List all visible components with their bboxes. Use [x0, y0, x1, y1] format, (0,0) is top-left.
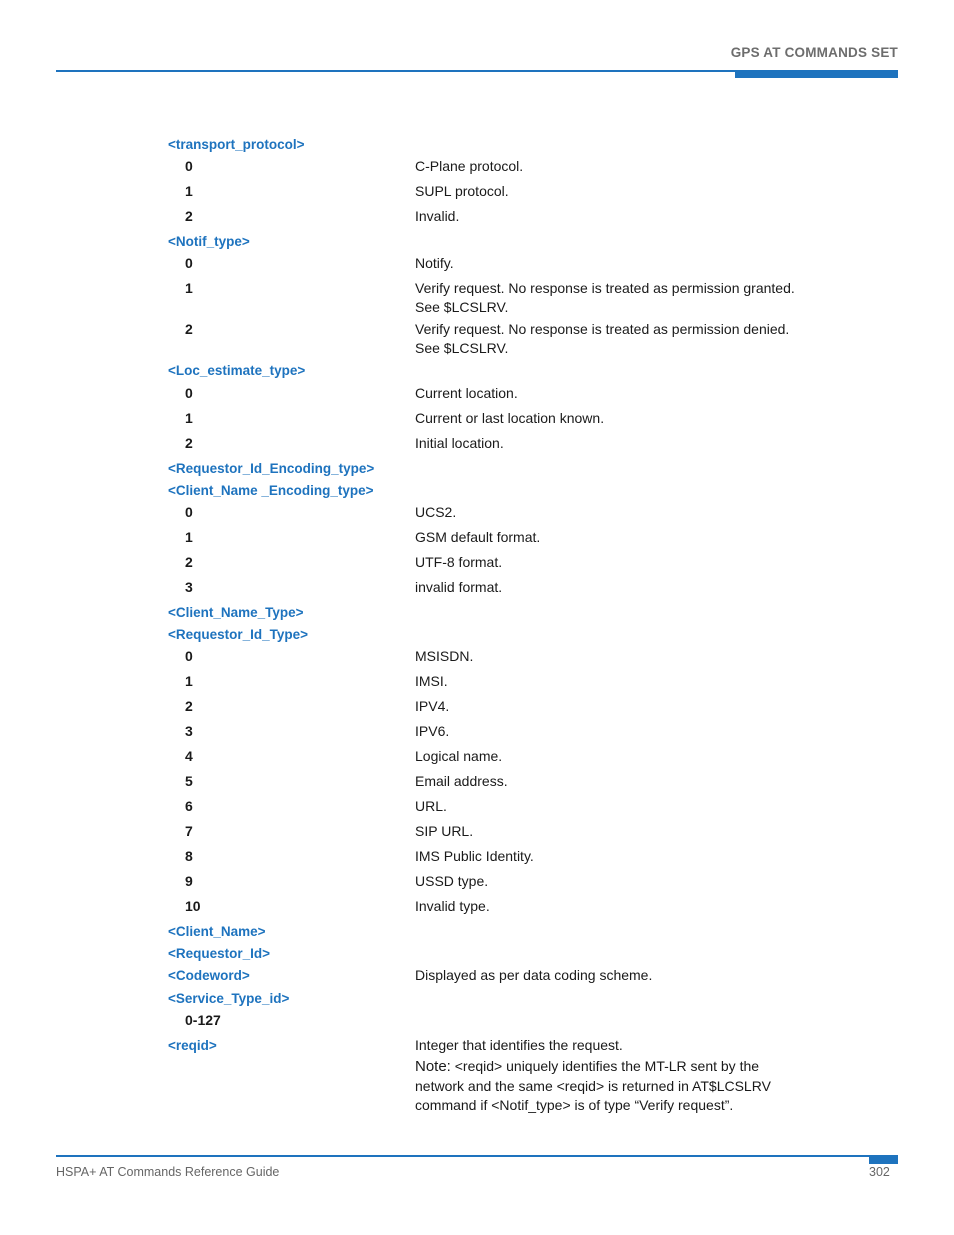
value-desc: USSD type. — [415, 873, 489, 889]
param-name: <transport_protocol> — [168, 137, 305, 152]
value-desc: IMSI. — [415, 673, 448, 689]
value-code: 7 — [185, 823, 193, 839]
param-name: <Notif_type> — [168, 234, 250, 249]
footer-accent-block — [869, 1155, 898, 1164]
param-name: <Service_Type_id> — [168, 991, 290, 1006]
value-code: 3 — [185, 579, 193, 595]
note-text: <reqid> uniquely identifies the MT-LR sent by the — [450, 1058, 760, 1074]
param-desc: Integer that identifies the request. — [415, 1037, 623, 1053]
value-desc: Initial location. — [415, 435, 504, 451]
value-desc-line2: See $LCSLRV. — [415, 299, 509, 315]
value-code: 2 — [185, 698, 193, 714]
value-code: 5 — [185, 773, 193, 789]
value-desc: Verify request. No response is treated as permission denied. — [415, 321, 790, 337]
value-desc: Email address. — [415, 773, 508, 789]
value-desc: IPV6. — [415, 723, 450, 739]
value-desc: invalid format. — [415, 579, 503, 595]
value-desc: Notify. — [415, 255, 454, 271]
value-desc: Current location. — [415, 385, 518, 401]
value-code: 0 — [185, 255, 193, 271]
note-text: command if <Notif_type> is of type “Verify request”. — [415, 1097, 734, 1113]
param-name: <Requestor_Id_Type> — [168, 627, 309, 642]
value-code: 1 — [185, 529, 193, 545]
value-desc: Verify request. No response is treated as permission granted. — [415, 280, 795, 296]
value-code: 3 — [185, 723, 193, 739]
value-desc: Logical name. — [415, 748, 503, 764]
value-code: 1 — [185, 280, 193, 296]
param-name: <Codeword> — [168, 968, 250, 983]
value-code: 2 — [185, 435, 193, 451]
value-desc: Invalid type. — [415, 898, 490, 914]
header-accent-block — [735, 70, 898, 78]
param-name: <Client_Name> — [168, 924, 266, 939]
param-name: <Requestor_Id> — [168, 946, 271, 961]
footer-rule — [56, 1155, 898, 1157]
value-desc: IPV4. — [415, 698, 450, 714]
value-code: 0 — [185, 385, 193, 401]
value-desc: MSISDN. — [415, 648, 474, 664]
value-code: 6 — [185, 798, 193, 814]
value-code: 1 — [185, 673, 193, 689]
value-code: 8 — [185, 848, 193, 864]
param-name: <Client_Name_Type> — [168, 605, 304, 620]
value-code: 2 — [185, 554, 193, 570]
value-code: 1 — [185, 410, 193, 426]
param-name: <Client_Name _Encoding_type> — [168, 483, 374, 498]
value-desc: URL. — [415, 798, 447, 814]
param-name: <Loc_estimate_type> — [168, 363, 306, 378]
value-code: 10 — [185, 898, 201, 914]
value-code: 0 — [185, 648, 193, 664]
value-range: 0-127 — [185, 1012, 221, 1028]
value-desc: SUPL protocol. — [415, 183, 509, 199]
header-section-title: GPS AT COMMANDS SET — [730, 45, 898, 60]
value-desc: C-Plane protocol. — [415, 158, 524, 174]
value-desc: UTF-8 format. — [415, 554, 503, 570]
param-desc: Displayed as per data coding scheme. — [415, 967, 653, 983]
value-code: 1 — [185, 183, 193, 199]
value-desc: SIP URL. — [415, 823, 474, 839]
param-name: <Requestor_Id_Encoding_type> — [168, 461, 375, 476]
value-code: 2 — [185, 208, 193, 224]
value-code: 0 — [185, 504, 193, 520]
value-code: 4 — [185, 748, 193, 764]
value-code: 0 — [185, 158, 193, 174]
value-desc-line2: See $LCSLRV. — [415, 340, 509, 356]
value-desc: IMS Public Identity. — [415, 848, 534, 864]
footer-doc-title: HSPA+ AT Commands Reference Guide — [56, 1165, 280, 1179]
value-code: 9 — [185, 873, 193, 889]
value-desc: Invalid. — [415, 208, 460, 224]
note-label: Note: — [415, 1058, 451, 1075]
footer-page-number: 302 — [869, 1165, 890, 1179]
note-line — [415, 1057, 815, 1076]
note-text: network and the same <reqid> is returned in AT$LCSLRV — [415, 1078, 771, 1094]
value-desc: GSM default format. — [415, 529, 541, 545]
value-desc: UCS2. — [415, 504, 457, 520]
value-code: 2 — [185, 321, 193, 337]
value-desc: Current or last location known. — [415, 410, 605, 426]
param-name: <reqid> — [168, 1038, 217, 1053]
